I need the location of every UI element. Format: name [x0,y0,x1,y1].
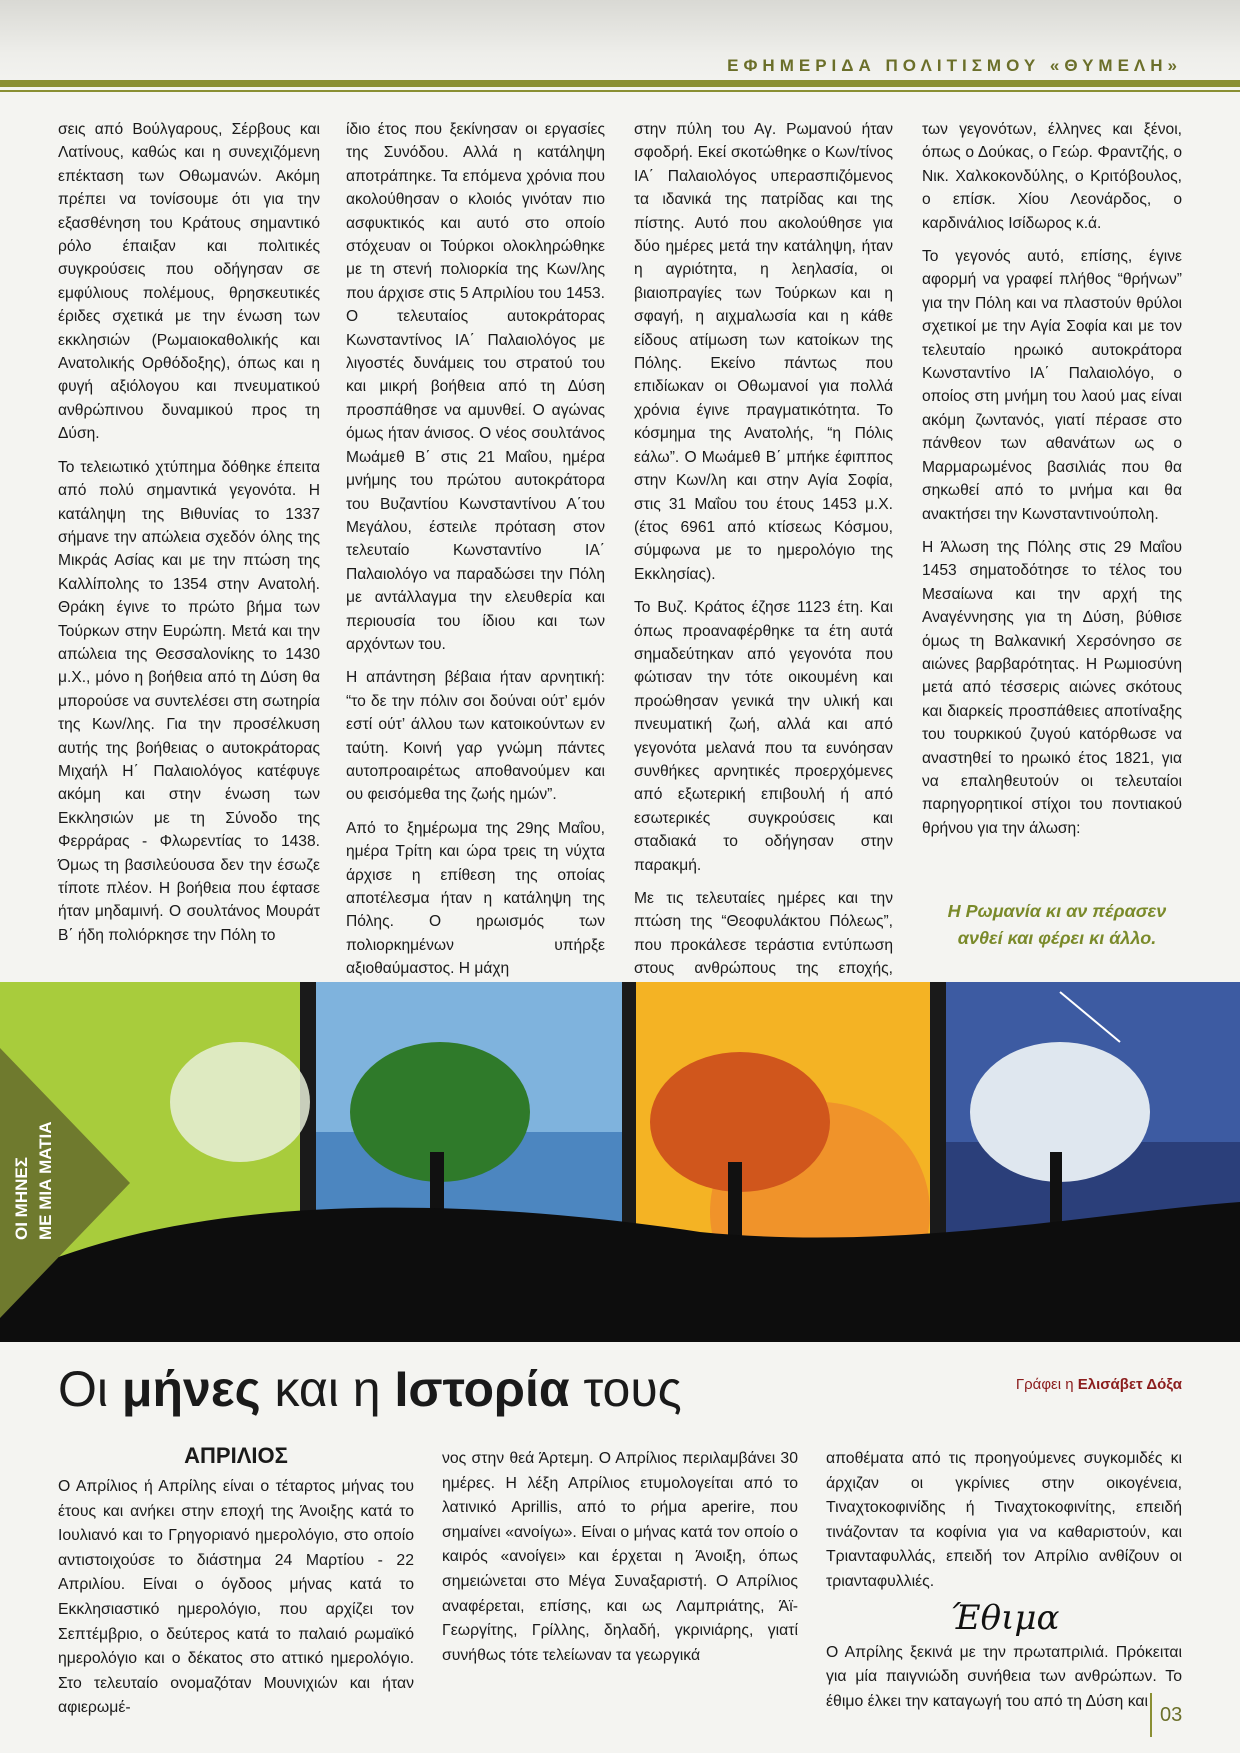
paragraph: Το γεγονός αυτό, επίσης, έγινε αφορμή να γραφεί πλήθος “θρήνων” για την Πόλη και να πλαστούν θρύλοι σχετικοί με την Αγία Σοφία και με τον τελευταίο ηρωικό αυτοκράτορα Κωνσταντίνο ΙΑ΄ Παλαιολόγο, ο οποίος στη μνήμη του λαού μας είναι ακόμη ζωντανός, γιατί πέρασε στο πάνθεον των αθανάτων ως ο Μαρμαρωμένος βασιλιάς που θα σηκωθεί από το μνήμα και θα ανακτήσει την Κωνσταντινούπολη. [922,248,1182,523]
author-name: Ελισάβετ Δόξα [1077,1376,1182,1393]
title-part: τους [569,1361,682,1417]
text-column-4 [922,118,1182,850]
byline-prefix: Γράφει η [1015,1376,1078,1393]
newspaper-title: ΕΦΗΜΕΡΙΔΑ ΠΟΛΙΤΙΣΜΟΥ «ΘΥΜΕΛΗ» [727,56,1182,75]
header-texture [0,0,1240,90]
four-seasons-image [0,982,1240,1342]
paragraph: Με τις τελευταίες ημέρες και την πτώση της “Θεοφυλάκτου Πόλεως”, που προκάλεσε τεράστια εντύπωση στους ανθρώπους της εποχής, [634,890,893,978]
pull-quote [926,898,1188,952]
title-part: Οι [58,1361,122,1417]
paragraph: ίδιο έτος που ξεκίνησαν οι εργασίες της Συνόδου. Αλλά η κατάληψη αποτράπηκε. Τα επόμενα χρόνια που ακολούθησαν ο κλοιός γινόταν πιο ασφυκτικός και αυτό στο οποίο στόχευαν οι Τούρκοι ολοκληρώθηκε με τη στενή πολιορκία της Κων/λης που άρχισε στις 5 Απριλίου του 1453. Ο τελευταίος αυτοκράτορας Κωνσταντίνος ΙΑ΄ Παλαιολόγος με λιγοστές δυνάμεις του στρατού του και μικρή βοήθεια από τη Δύση προσπάθησε να αμυνθεί. Ο αγώνας όμως ήταν άνισος. Ο νέος σουλτάνος Μωάμεθ Β΄ στις 21 Μαΐου, ημέρα μνήμης του πρώτου αυτοκράτορα του Βυζαντίου Κωνσταντίνου Α΄του Μεγάλου, έστειλε πρόταση στον τελευταίο Κωνσταντίνο ΙΑ΄ Παλαιολόγο να παραδώσει την Πόλη με αντάλλαγμα την ελευθερία και περιουσία του ίδιου και των αρχόντων του. [346,121,605,653]
side-tab-line: ΜΕ ΜΙΑ ΜΑΤΙΑ [36,1121,55,1240]
paragraph: Το Βυζ. Κράτος έζησε 1123 έτη. Και όπως προαναφέρθηκε τα έτη αυτά σημαδεύτηκαν από γεγονότα που φώτισαν την τότε οικουμένη και προώθησαν γενικά την υλική και πνευματική ζωή, αλλά και από γεγονότα μελανά που τα ευνόησαν συνθήκες αρνητικές προερχόμενες από εξωτερική επιβουλή ή από εσωτερικές συγκρούσεις και σταδιακά το οδήγησαν στην παρακμή. [634,599,893,874]
quote-line: ανθεί και φέρει κι άλλο. [957,928,1157,948]
byline [1016,1376,1182,1393]
page-number: 03 [1150,1693,1182,1737]
section-heading: ΑΠΡΙΛΙΟΣ [184,1443,288,1468]
paragraph: Από το ξημέρωμα της 29ης Μαΐου, ημέρα Τρίτη και ώρα τρεις τη νύχτα άρχισε η επίθεση της οποίας αποτέλεσμα ήταν η κατάληψη της Πόλης. Ο ηρωισμός των πολιορκημένων υπήρξε αξιοθαύμαστος. Η μάχη [346,819,605,978]
side-tab-label [12,1120,72,1250]
paragraph: νος στην θεά Άρτεμη. Ο Απρίλιος περιλαμβάνει 30 ημέρες. Η λέξη Απρίλιος ετυμολογείται από το λατινικό Aprillis, από το ρήμα aperire, που σημαίνει «ανοίγω». Είναι ο μήνας κατά τον οποίο ο καιρός «ανοίγει» και έρχεται η Άνοιξη, όπως σημειώνεται στο Μέγα Συναξαριστή. Ο Απρίλιος αναφέρεται, επίσης, και ως Λαμπριάτης, Άϊ-Γεωργίτης, Γρίλλης, δηλαδή, γκρινιάρης, γιατί συνήθως τότε τελείωναν τα γεωργικά [442,1450,798,1664]
paragraph: Ο Απρίλιος ή Απρίλης είναι ο τέταρτος μήνας του έτους και ανήκει στην εποχή της Άνοιξης κατά το Ιουλιανό και το Γρηγοριανό ημερολόγιο, στο οποίο αντιστοιχούσε το διάστημα 24 Μαρτίου - 22 Απριλίου. Είναι ο όγδοος μήνας κατά το Εκκλησιαστικό ημερολόγιο, που αρχίζει τον Σεπτέμβριο, ο δεύτερος κατά το παλαιό ρωμαϊκό ημερολόγιο και ο δέκατος στο αττικό ημερολόγιο. Στο τελευταίο ονομαζόταν Μουνιχιών και ήταν αφιερωμέ- [58,1478,414,1717]
text-column-bottom-3 [826,1447,1182,1714]
paragraph: σεις από Βούλγαρους, Σέρβους και Λατίνους, καθώς και η συνεχιζόμενη επέκταση των Οθωμανών. Ακόμη πρέπει να τονίσουμε ότι για την εξασθένηση του Κράτους σημαντικό ρόλο έπαιξαν και πολιτικές συγκρούσεις που οδήγησαν σε εμφύλιους πολέμους, θρησκευτικές έριδες σχετικά με την ένωση των εκκλησιών (Ρωμαιοκαθολικής και Ανατολικής Ορθόδοξης), όπως και η φυγή αξιόλογου και πνευματικού ανθρώπινου δυναμικού προς τη Δύση. [58,121,320,443]
text-column-3 [634,118,893,1037]
paragraph: Ο Απρίλης ξεκινά με την πρωταπριλιά. Πρόκειται για μία παιγνιώδη συνήθεια των ανθρώπων. Το έθιμο έλκει την καταγωγή του από τη Δύση και [826,1643,1182,1710]
header-rule [0,80,1240,87]
paragraph: των γεγονότων, έλληνες και ξένοι, όπως ο Δούκας, ο Γεώρ. Φραντζής, ο Νικ. Χαλκοκονδύλης, ο Κριτόβουλος, ο επίσκ. Χίου Λεονάρδος, ο καρδινάλιος Ισίδωρος κ.ά. [922,121,1182,232]
quote-line: Η Ρωμανία κι αν πέρασεν [947,901,1167,921]
text-column-bottom-2 [442,1447,798,1668]
article-title [58,1360,682,1418]
text-column-bottom-1 [58,1475,414,1721]
paragraph: στην πύλη του Αγ. Ρωμανού ήταν σφοδρή. Εκεί σκοτώθηκε ο Κων/τίνος ΙΑ΄ Παλαιολόγος υπερασπιζόμενος τα ιδανικά της πατρίδας και της πίστης. Αυτό που ακολούθησε για δύο ημέρες μετά την κατάληψη, ήταν η αγριότητα, η λεηλασία, οι βιαιοπραγίες των Τούρκων και η σφαγή, η αιχμαλωσία και η κάθε είδους ατίμωση των κατοίκων της Πόλης. Εκείνο πάντως που επιδίωκαν οι Οθωμανοί για πολλά χρόνια έγινε πραγματικότητα. Το κόσμημα της Ανατολής, “η Πόλις εάλω”. Ο Μωάμεθ Β΄ μπήκε έφιππος στην Κων/λη και στην Αγία Σοφία, στις 31 Μαΐου του έτους 1453 μ.Χ. (έτος 6961 από κτίσεως Κόσμου, σύμφωνα με το ημερολόγιο της Εκκλησίας). [634,121,893,583]
signature-heading: Έθιμα [950,1598,1060,1638]
title-part: Ιστορία [394,1361,570,1417]
paragraph: αποθέματα από τις προηγούμενες συγκομιδές κι άρχιζαν οι γκρίνιες στην οικογένεια, Τιναχτοκοφινίδης ή Τιναχτοκοφινίτης, επειδή τινάζονταν τα κοφίνια για να καθαριστούν, και Τριανταφυλλάς, επειδή τον Απρίλιο ανθίζουν οι τριανταφυλλιές. [826,1450,1182,1590]
title-part: μήνες [121,1361,261,1417]
paragraph: Το τελειωτικό χτύπημα δόθηκε έπειτα από πολύ σημαντικά γεγονότα. Η κατάληψη της Βιθυνίας το 1337 σήμανε την απώλεια σχεδόν όλης της Μικράς Ασίας και με την πτώση της Καλλίπολης το 1354 στην Ανατολή. Θράκη έγινε το πρώτο βήμα των Τούρκων στην Ευρώπη. Μετά και την απώλεια της Θεσσαλονίκης το 1430 μ.Χ., μόνο η βοήθεια από τη Δύση θα μπορούσε να συντελέσει στη σωτηρία της Κων/λης. Για την προσέλκυση αυτής της βοήθειας ο αυτοκράτορας Μιχαήλ Η΄ Παλαιολόγος κατέφυγε ακόμη και στην ένωση των Εκκλησιών με τη Σύνοδο της Φερράρας - Φλωρεντίας το 1438. Όμως τη βασιλεύουσα δεν την έσωζε τίποτε πλέον. Η βοήθεια που έφτασε ήταν μηδαμινή. Ο σουλτάνος Μουράτ Β΄ ήδη πολιόρκησε την Πόλη το [58,458,320,944]
paragraph: Η Άλωση της Πόλης στις 29 Μαΐου 1453 σηματοδότησε το τέλος του Μεσαίωνα και την αρχή της Αναγέννησης για τη Δύση, βύθισε όμως τη Βαλκανική Χερσόνησο σε αιώνες βαρβαρότητας. Η Ρωμιοσύνη μετά από τέσσερις αιώνες σκότους και διαρκείς προσπάθειες αποτίναξης του τουρκικού ζυγού κατόρθωσε να αναστηθεί το ηρωικό έτος 1821, για να επαληθευτούν οι τελευταίοι παρηγορητικοί στίχοι του ποντιακού θρήνου για την άλωση: [922,538,1182,837]
paragraph: Η απάντηση βέβαια ήταν αρνητική: “το δε την πόλιν σοι δούναι ούτ’ εμόν εστί ούτ’ άλλου των κατοικούντων εν ταύτη. Κοινή γαρ γνώμη πάντες αυτοπροαιρέτως αποθανούμεν και ου φεισόμεθα της ζωής ημών”. [346,669,605,804]
header-rule-thin [0,90,1240,92]
text-column-2 [346,118,605,991]
text-column-1 [58,118,320,957]
side-tab-line: ΟΙ ΜΗΝΕΣ [12,1157,31,1240]
title-part: και η [260,1361,395,1417]
